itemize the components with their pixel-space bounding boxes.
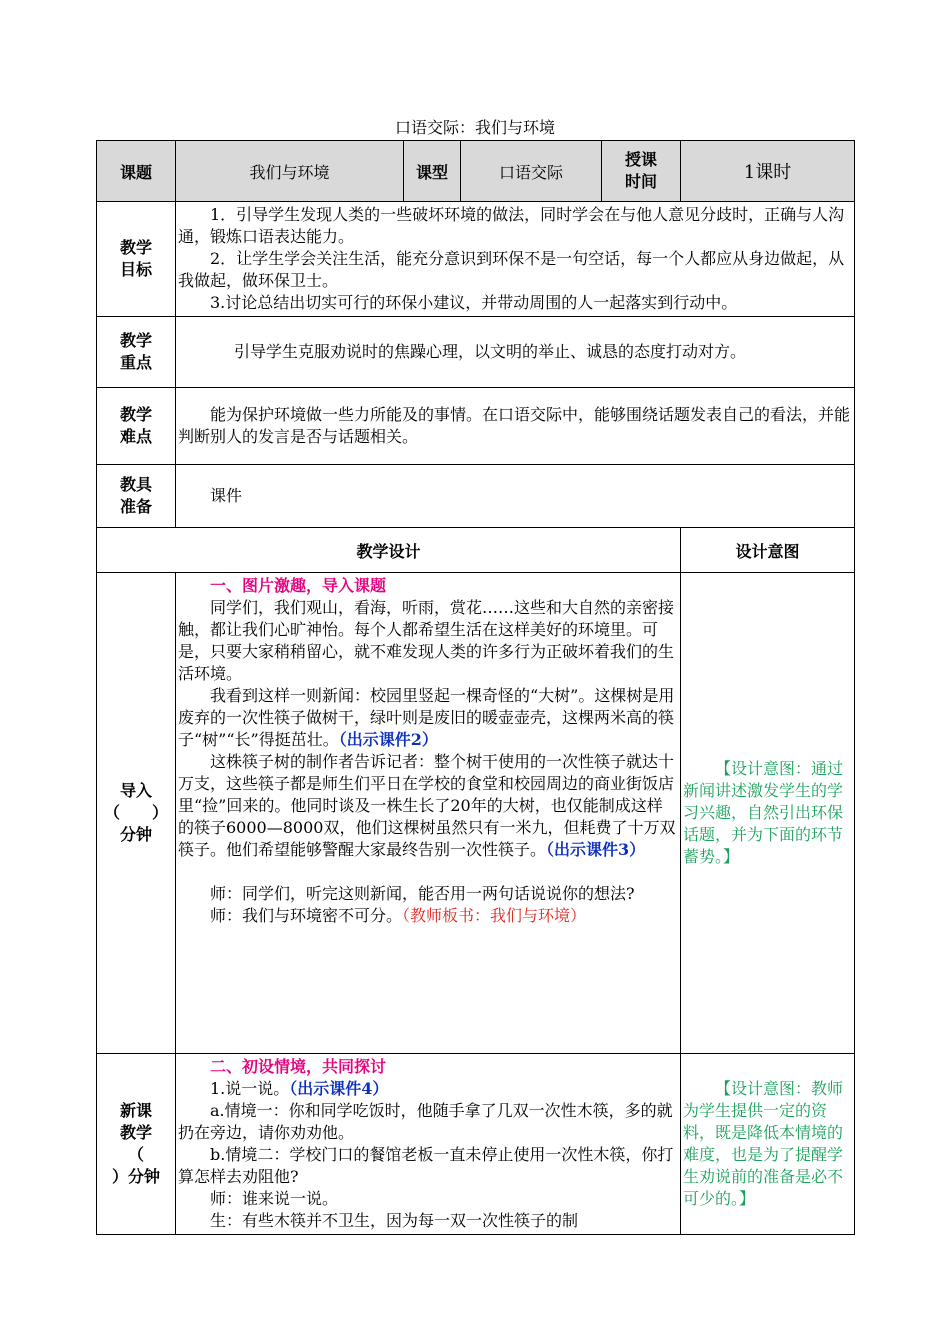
new-lesson-label-line-4: ）分钟 [111, 1167, 160, 1186]
difficulties-text: 能为保护环境做一些力所能及的事情。在口语交际中，能够围绕话题发表自己的看法，并能判断别人的发言是否与话题相关。 [178, 405, 851, 446]
difficulties-content [176, 388, 855, 465]
materials-row [97, 465, 855, 528]
new-lesson-content [176, 1054, 681, 1235]
type-value: 口语交际 [461, 141, 602, 202]
time-label [602, 141, 681, 202]
courseware-tag-2: （出示课件2） [338, 730, 438, 749]
lesson-plan-table [96, 140, 855, 1235]
key-points-content [176, 317, 855, 388]
teacher-line: 师：谁来说一说。 [210, 1189, 339, 1208]
key-points-label [97, 317, 176, 388]
goals-row [97, 202, 855, 317]
intro-label-line-2: （ ） [103, 803, 168, 822]
materials-label-line-1: 教具 [119, 475, 152, 494]
new-lesson-label [97, 1054, 176, 1235]
intro-label [97, 573, 176, 1054]
key-points-text: 引导学生克服劝说时的焦躁心理，以文明的举止、诚恳的态度打动对方。 [234, 342, 747, 361]
intro-intent-text: 【设计意图：通过新闻讲述激发学生的学习兴趣，自然引出环保话题，并为下面的环节蓄势。】 [683, 759, 844, 866]
scenario-b: b.情境二：学校门口的餐馆老板一直未停止使用一次性木筷，你打算怎样去劝阻他? [178, 1145, 674, 1186]
time-value: 1课时 [681, 141, 855, 202]
new-lesson-label-line-3: （ [127, 1145, 144, 1164]
intro-heading: 一、图片激趣，导入课题 [210, 576, 387, 595]
time-label-line-1: 授课 [624, 150, 657, 169]
intro-content [176, 573, 681, 1054]
intro-label-line-1: 导入 [119, 781, 152, 800]
blank-line [178, 861, 678, 883]
topic-label: 课题 [97, 141, 176, 202]
time-label-line-2: 时间 [624, 172, 657, 191]
intro-label-line-3: 分钟 [119, 825, 152, 844]
new-lesson-label-line-2: 教学 [119, 1123, 152, 1142]
intro-paragraph-2-text: 我看到这样一则新闻：校园里竖起一棵奇怪的“大树”。这棵树是用废弃的一次性筷子做树干，绿叶则是废旧的暖壶壶壳，这棵两米高的筷子“树”“长”得挺茁壮。 [178, 686, 675, 749]
difficulties-label [97, 388, 176, 465]
intro-paragraph-3 [178, 751, 678, 861]
type-label: 课型 [404, 141, 461, 202]
intro-paragraph-5-text: 师：我们与环境密不可分。 [210, 906, 403, 925]
new-lesson-heading: 二、初设情境，共同探讨 [210, 1057, 387, 1076]
goal-item-3: 3.讨论总结出切实可行的环保小建议，并带动周围的人一起落实到行动中。 [210, 293, 738, 312]
difficulties-row [97, 388, 855, 465]
intro-paragraph-3-text: 这株筷子树的制作者告诉记者：整个树干使用的一次性筷子就达十万支，这些筷子都是师生们平日在学校的食堂和校园周边的商业街饭店里“捡”回来的。他同时谈及一株生长了20年的大树，也仅能制成这样的筷子6000—8000双，他们这棵树虽然只有一米九，但耗费了十万双筷子。他们希望能够警醒大家最终告别一次性筷子。 [178, 752, 676, 859]
design-header-row [97, 528, 855, 573]
difficulties-label-line-1: 教学 [119, 405, 152, 424]
goals-label-line-1: 教学 [119, 238, 152, 257]
topic-value: 我们与环境 [176, 141, 404, 202]
intro-paragraph-5 [178, 905, 678, 927]
design-header: 教学设计 [97, 528, 681, 573]
board-writing-tag: （教师板书：我们与环境） [402, 906, 587, 925]
key-points-label-line-1: 教学 [119, 331, 152, 350]
key-points-label-line-2: 重点 [119, 353, 152, 372]
courseware-tag-4: （出示课件4） [289, 1079, 389, 1098]
new-lesson-step-1 [178, 1078, 678, 1100]
new-lesson-step-1-text: 1.说一说。 [210, 1079, 290, 1098]
student-line: 生：有些木筷并不卫生，因为每一双一次性筷子的制 [210, 1211, 579, 1230]
page-title: 口语交际：我们与环境 [394, 118, 555, 137]
intent-header: 设计意图 [681, 528, 855, 573]
new-lesson-intent-text: 【设计意图：教师为学生提供一定的资料，既是降低本情境的难度，也是为了提醒学生劝说前的准备是必不可少的。】 [683, 1079, 844, 1208]
difficulties-label-line-2: 难点 [119, 427, 152, 446]
goal-item-2: 2．让学生学会关注生活，能充分意识到环保不是一句空话，每一个人都应从身边做起，从我做起，做环保卫士。 [178, 249, 845, 290]
scenario-a: a.情境一：你和同学吃饭时，他随手拿了几双一次性木筷，多的就扔在旁边，请你劝劝他。 [178, 1101, 673, 1142]
intro-paragraph-4: 师：同学们，听完这则新闻，能否用一两句话说说你的想法? [210, 884, 635, 903]
goals-label [97, 202, 176, 317]
new-lesson-label-line-1: 新课 [119, 1101, 152, 1120]
materials-content [176, 465, 855, 528]
intro-paragraph-1: 同学们，我们观山，看海，听雨，赏花……这些和大自然的亲密接触，都让我们心旷神怡。每个人都希望生活在这样美好的环境里。可是，只要大家稍稍留心，就不难发现人类的许多行为正破坏着我们的生活环境。 [178, 598, 675, 683]
goal-item-1: 1．引导学生发现人类的一些破坏环境的做法，同时学会在与他人意见分歧时，正确与人沟通，锻炼口语表达能力。 [178, 205, 845, 246]
new-lesson-row [97, 1054, 855, 1235]
key-points-row [97, 317, 855, 388]
courseware-tag-3: （出示课件3） [546, 840, 646, 859]
intro-paragraph-2 [178, 685, 678, 751]
materials-text: 课件 [210, 486, 243, 505]
goals-label-line-2: 目标 [119, 260, 152, 279]
new-lesson-intent [681, 1054, 855, 1235]
intro-row [97, 573, 855, 1054]
materials-label [97, 465, 176, 528]
goals-content [176, 202, 855, 317]
materials-label-line-2: 准备 [119, 497, 152, 516]
intro-intent [681, 573, 855, 1054]
header-row [97, 141, 855, 202]
